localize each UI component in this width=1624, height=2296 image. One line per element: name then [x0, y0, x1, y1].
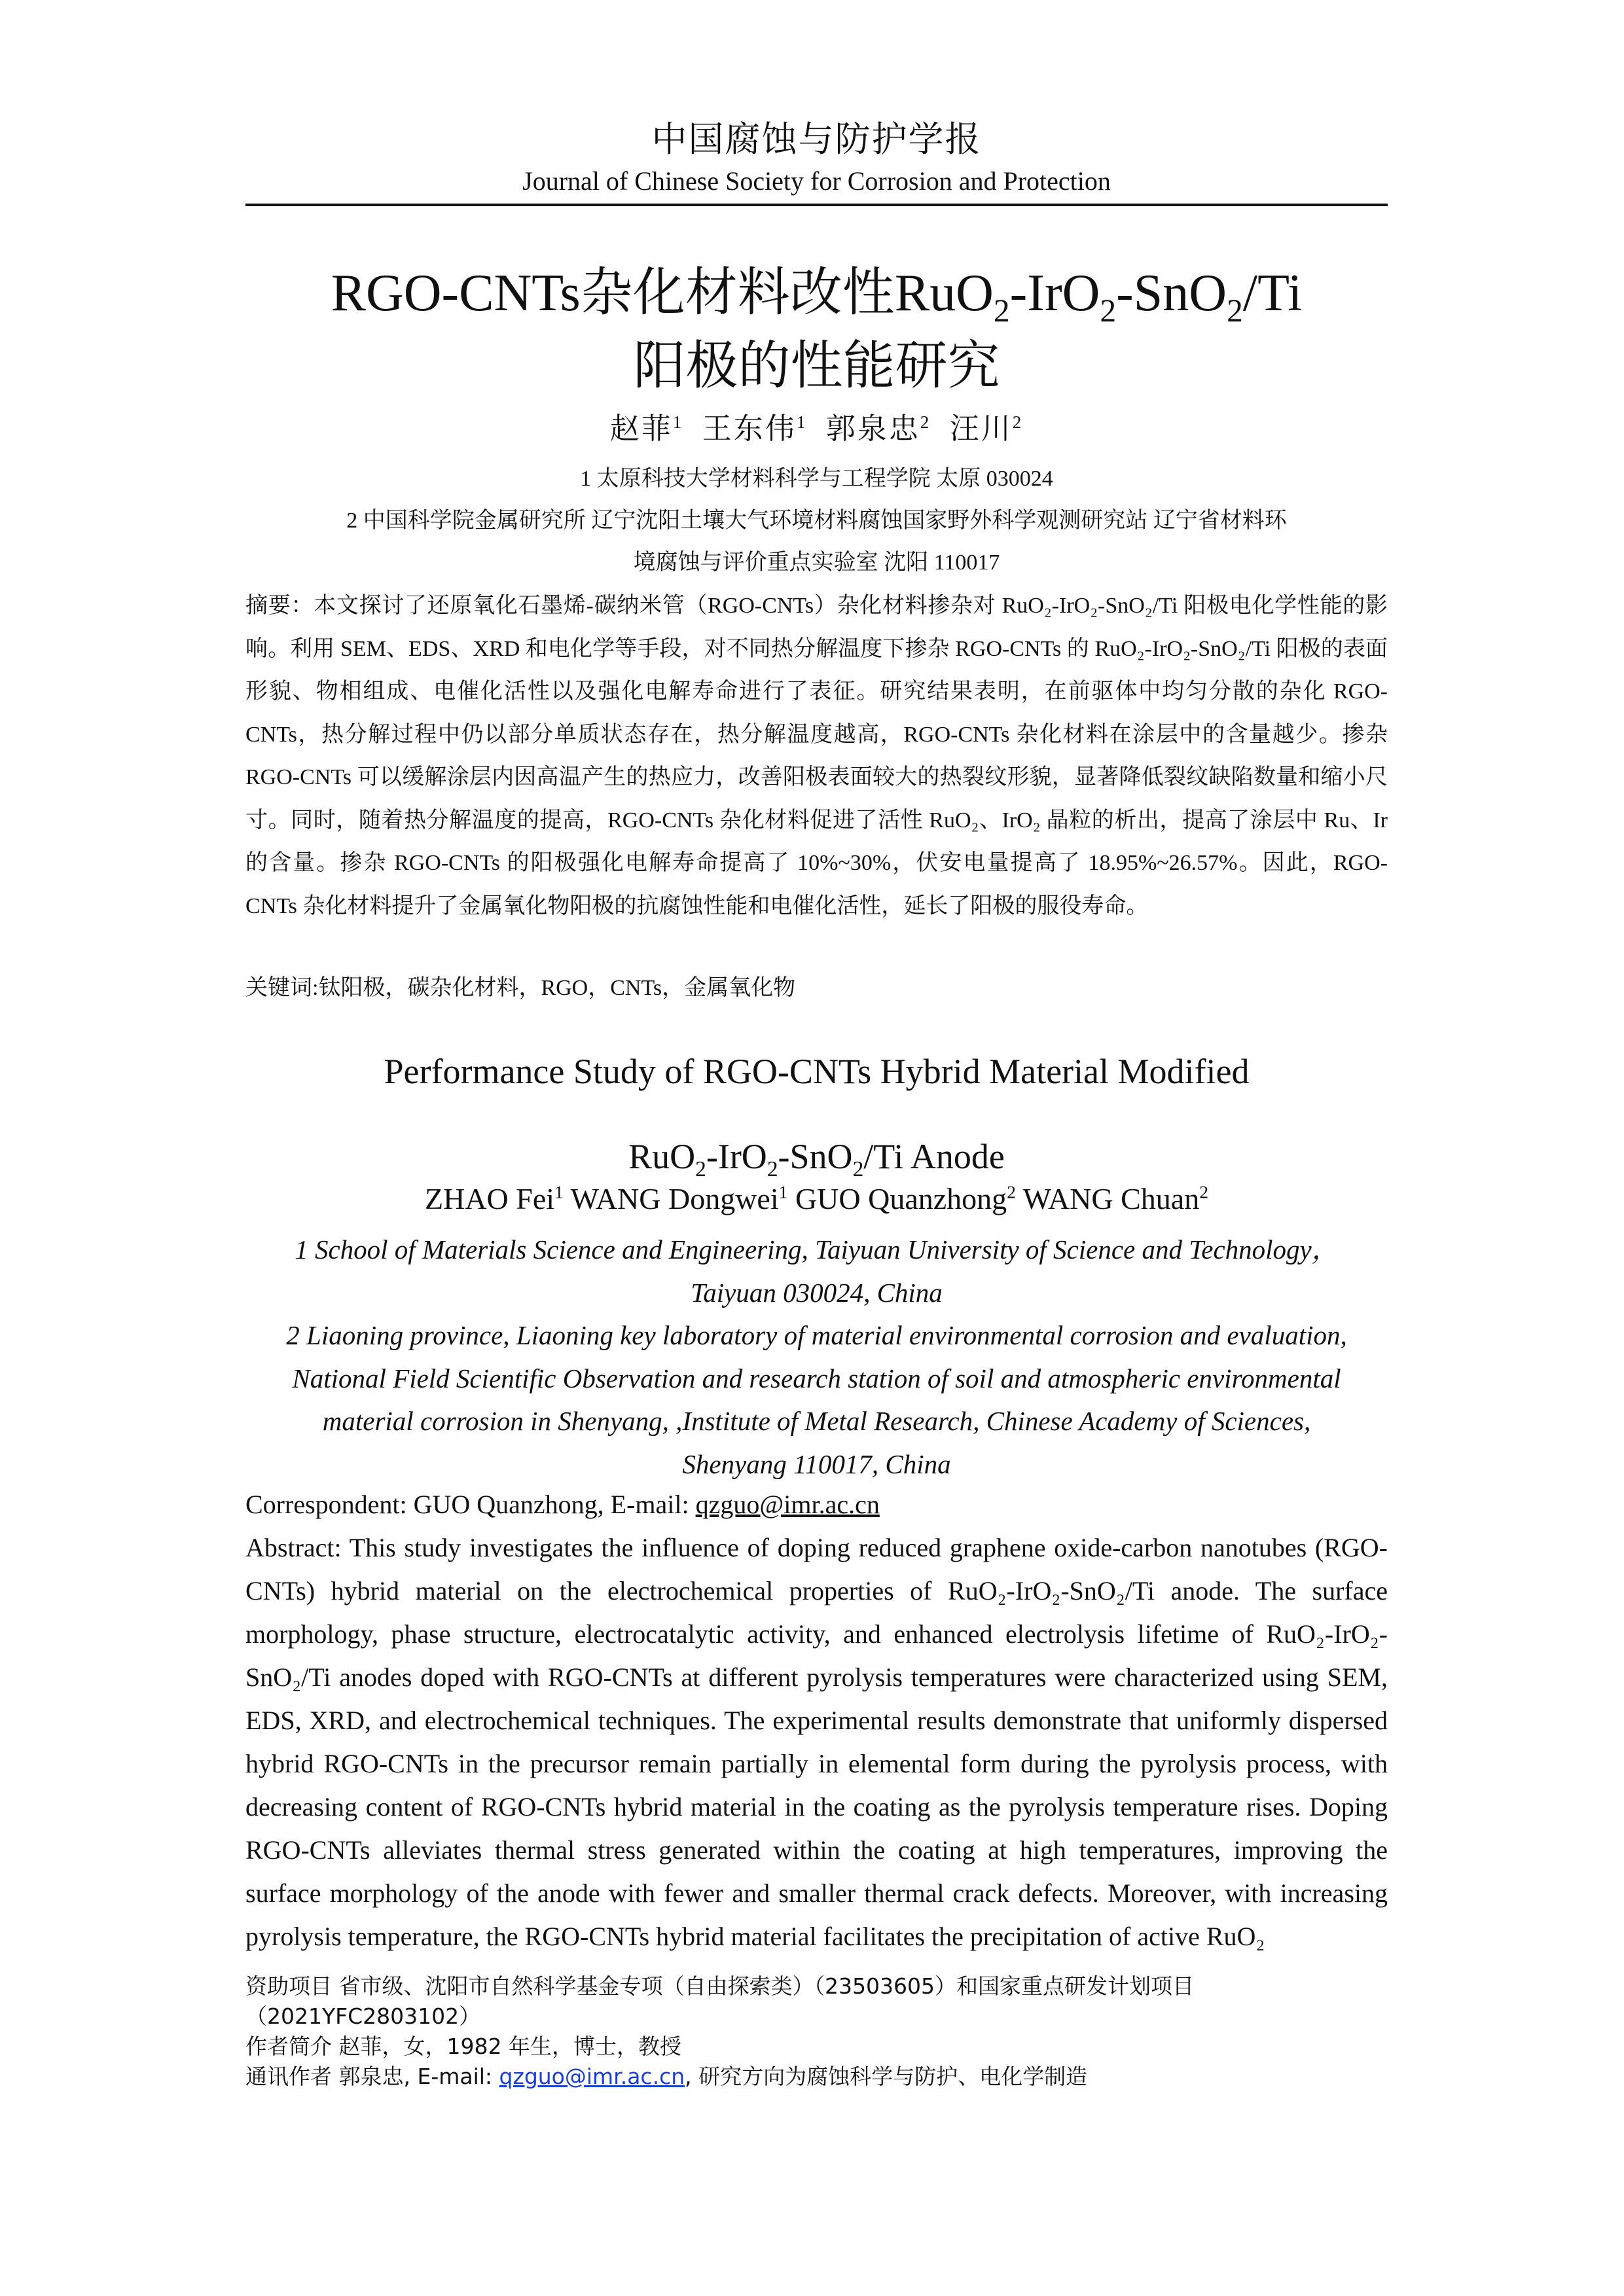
affiliation-en-line: National Field Scientific Observation and research station of soil and atmospheric environmental [292, 1363, 1341, 1393]
author-en [571, 1182, 788, 1215]
author-affiliation-mark: 2 [1012, 412, 1024, 432]
author-cn [702, 412, 808, 445]
footnote-corr-suffix: , 研究方向为腐蚀科学与防护、电化学制造 [685, 2064, 1088, 2089]
title-en-part: -SnO [778, 1137, 853, 1176]
title-cn-part: /Ti [1242, 264, 1303, 322]
affiliation-en-line: Taiyuan 030024, China [691, 1277, 943, 1308]
affiliation-en-line: 1 School of Materials Science and Engineering, Taiyuan University of Science and Technology， [295, 1234, 1339, 1265]
footnote-corr-prefix: 通讯作者 郭泉忠, E-mail: [245, 2064, 499, 2089]
footnote-funding-cont: （2021YFC2803102） [245, 2003, 481, 2029]
keywords-cn: 关键词:钛阳极，碳杂化材料，RGO，CNTs，金属氧化物 [245, 976, 796, 1000]
author-affiliation-mark: 2 [920, 412, 931, 432]
affiliation-en-line: 2 Liaoning province, Liaoning key laboratory of material environmental corrosion and evaluation, [286, 1320, 1347, 1350]
author-name: 郭泉忠 [825, 412, 920, 445]
correspondent-email-link[interactable]: qzguo@imr.ac.cn [695, 1490, 880, 1519]
affiliation-cn-line: 境腐蚀与评价重点实验室 沈阳 110017 [633, 550, 1000, 575]
title-cn-subscript: 2 [1227, 293, 1243, 329]
correspondent-label: Correspondent: GUO Quanzhong, E-mail: [245, 1490, 696, 1519]
title-en-part: /Ti Anode [863, 1137, 1005, 1176]
author-name: 赵菲 [609, 412, 673, 445]
author-affiliation-mark: 1 [554, 1181, 564, 1202]
abstract-cn: 摘要：本文探讨了还原氧化石墨烯-碳纳米管（RGO-CNTs）杂化材料掺杂对 RuO₂-IrO₂-SnO₂/Ti 阳极电化学性能的影响。利用 SEM、EDS、XRD 和电化学等手段，对不同热分解温度下掺杂 RGO-CNTs 的 RuO₂-IrO₂-SnO₂/Ti 阳极的表面形貌、物相组成、电催化活性以及强化电解寿命进行了表征。研究结果表明，在前驱体中均匀分散的杂化 RGO-CNTs，热分解过程中仍以部分单质状态存在，热分解温度越高，RGO-CNTs 杂化材料在涂层中的含量越少。掺杂 RGO-CNTs 可以缓解涂层内因高温产生的热应力，改善阳极表面较大的热裂纹形貌，显著降低裂纹缺陷数量和缩小尺寸。同时，随着热分解温度的提高，RGO-CNTs 杂化材料促进了活性 RuO₂、IrO₂ 晶粒的析出，提高了涂层中 Ru、Ir 的含量。掺杂 RGO-CNTs 的阳极强化电解寿命提高了 10%~30%，伏安电量提高了 18.95%~26.57%。因此，RGO-CNTs 杂化材料提升了金属氧化物阳极的抗腐蚀性能和电催化活性，延长了阳极的服役寿命。 [245, 594, 1388, 918]
author-affiliation-mark: 1 [778, 1181, 788, 1202]
title-cn-part: -IrO [1009, 264, 1100, 322]
authors-cn [245, 409, 1388, 448]
journal-title-cn: 中国腐蚀与防护学报 [651, 120, 982, 159]
author-name: WANG Dongwei [570, 1182, 779, 1215]
title-cn-part: RGO-CNTs杂化材料改性RuO [331, 264, 994, 322]
author-name: WANG Chuan [1022, 1182, 1200, 1215]
paper-title-en-line1: Performance Study of RGO-CNTs Hybrid Material Modified [384, 1052, 1250, 1091]
author-en [425, 1182, 564, 1215]
footnote-email-link[interactable]: qzguo@imr.ac.cn [499, 2064, 685, 2089]
abstract-en: Abstract: This study investigates the influence of doping reduced graphene oxide-carbon nanotubes (RGO-CNTs) hybrid material on the electrochemical properties of RuO₂-IrO₂-SnO₂/Ti anode. The surface morphology, phase structure, electrocatalytic activity, and enhanced electrolysis lifetime of RuO₂-IrO₂-SnO₂/Ti anodes doped with RGO-CNTs at different pyrolysis temperatures were characterized using SEM, EDS, XRD, and electrochemical techniques. The experimental results demonstrate that uniformly dispersed hybrid RGO-CNTs in the precursor remain partially in elemental form during the pyrolysis process, with decreasing content of RGO-CNTs hybrid material in the coating as the pyrolysis temperature rises. Doping RGO-CNTs alleviates thermal stress generated within the coating at high temperatures, improving the surface morphology of the anode with fewer and smaller thermal crack defects. Moreover, with increasing pyrolysis temperature, the RGO-CNTs hybrid material facilitates the precipitation of active RuO₂ [245, 1533, 1388, 1951]
author-cn [950, 412, 1024, 445]
affiliation-en-line: Shenyang 110017, China [682, 1448, 951, 1479]
author-name: 王东伟 [702, 412, 797, 445]
title-en-part: RuO [628, 1137, 696, 1176]
footnote-corresponding-author [245, 2062, 1388, 2092]
title-en-subscript: 2 [695, 1157, 706, 1181]
paper-title-cn [245, 257, 1388, 403]
title-en-subscript: 2 [852, 1157, 864, 1181]
author-en [1023, 1182, 1208, 1215]
paper-title-cn-line2: 阳极的性能研究 [633, 338, 1000, 395]
title-en-subscript: 2 [767, 1157, 778, 1181]
affiliations-en [245, 1229, 1388, 1486]
title-en-part: -IrO [706, 1137, 767, 1176]
title-cn-part: -SnO [1116, 264, 1227, 322]
affiliation-cn-line: 2 中国科学院金属研究所 辽宁沈阳土壤大气环境材料腐蚀国家野外科学观测研究站 辽宁省材料环 [346, 509, 1287, 533]
paper-title-cn-line1 [245, 257, 1388, 330]
author-cn [610, 412, 684, 445]
author-affiliation-mark: 1 [672, 412, 684, 432]
authors-en [245, 1178, 1388, 1220]
footnote-author-intro: 作者简介 赵菲，女，1982 年生，博士，教授 [245, 2034, 681, 2059]
title-cn-subscript: 2 [993, 293, 1010, 329]
journal-title-en: Journal of Chinese Society for Corrosion and Protection [522, 166, 1111, 196]
affiliation-cn-line: 1 太原科技大学材料科学与工程学院 太原 030024 [580, 467, 1053, 491]
author-affiliation-mark: 1 [796, 412, 808, 432]
affiliations-cn [245, 458, 1388, 584]
author-name: GUO Quanzhong [795, 1182, 1007, 1215]
header-rule [245, 204, 1388, 206]
author-affiliation-mark: 2 [1007, 1181, 1016, 1202]
title-cn-subscript: 2 [1100, 293, 1117, 329]
author-cn [826, 412, 931, 445]
author-name: 汪川 [949, 412, 1013, 445]
author-name: ZHAO Fei [425, 1182, 555, 1215]
author-en [795, 1182, 1016, 1215]
author-affiliation-mark: 2 [1199, 1181, 1208, 1202]
affiliation-en-line: material corrosion in Shenyang, ,Institute of Metal Research, Chinese Academy of Sciences, [322, 1406, 1311, 1436]
paper-title-en [245, 1029, 1388, 1199]
correspondent [245, 1484, 1388, 1525]
footnotes [245, 1971, 1388, 2092]
footnote-funding: 资助项目 省市级、沈阳市自然科学基金专项（自由探索类）（23503605）和国家重点研发计划项目 [245, 1973, 1194, 1999]
